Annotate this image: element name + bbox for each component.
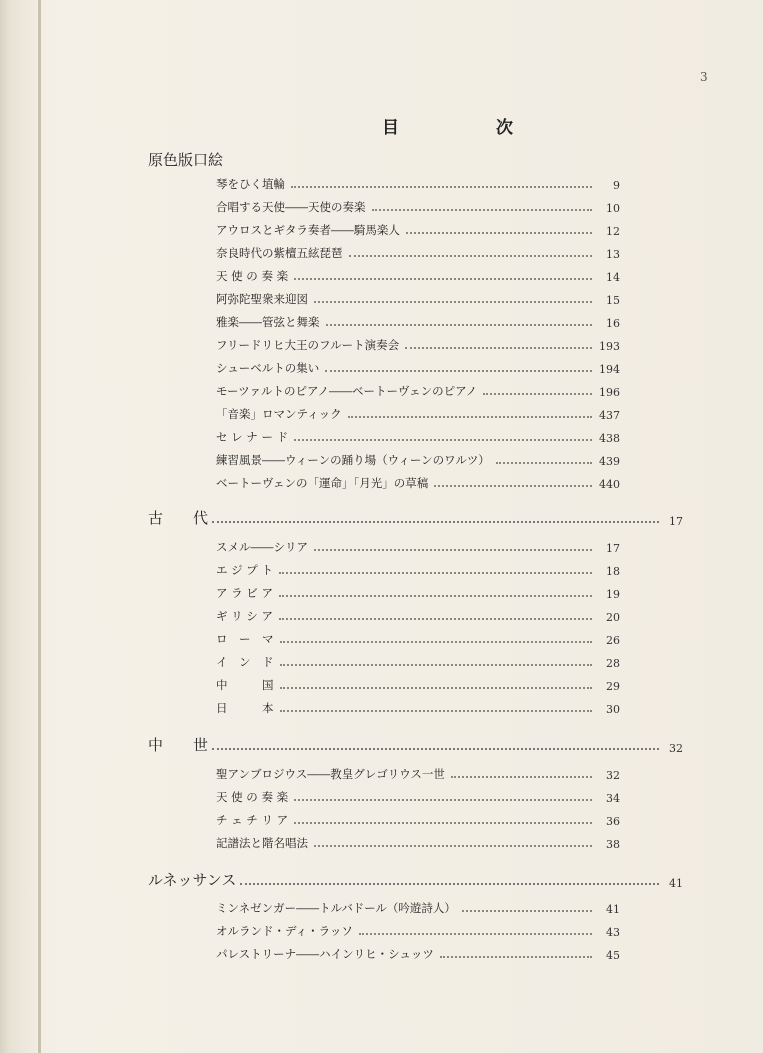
entry-title: 「音楽」ロマンティック — [216, 407, 342, 421]
entry-page: 9 — [613, 179, 620, 192]
toc-entry — [216, 356, 620, 376]
entry-page: 29 — [606, 680, 620, 693]
toc-entry — [216, 831, 620, 851]
section-heading — [148, 733, 683, 755]
toc-entry — [216, 218, 620, 238]
section-heading — [148, 148, 683, 170]
toc-entry — [216, 241, 620, 261]
entry-page: 30 — [606, 703, 620, 716]
entry-title: 雅楽――管弦と舞楽 — [216, 315, 320, 329]
entry-title: 奈良時代の紫檀五絃琵琶 — [216, 246, 343, 260]
entry-title: 琴をひく埴輪 — [216, 177, 285, 191]
section-heading — [148, 506, 683, 528]
dot-leader — [349, 255, 593, 257]
entry-page: 17 — [606, 542, 620, 555]
entry-title: イ ン ド — [216, 655, 274, 669]
page-number: 3 — [700, 70, 708, 84]
entry-page: 16 — [606, 317, 620, 330]
entry-title: 合唱する天使――天使の奏楽 — [216, 200, 366, 214]
dot-leader — [462, 910, 592, 912]
entry-title: ミンネゼンガー――トルバドール（吟遊詩人） — [216, 901, 456, 915]
toc-entry — [216, 264, 620, 284]
entry-title: オルランド・ディ・ラッソ — [216, 924, 353, 938]
entry-page: 13 — [606, 248, 620, 261]
entry-page: 43 — [606, 926, 620, 939]
dot-leader — [326, 324, 593, 326]
dot-leader — [212, 748, 659, 750]
dot-leader — [280, 687, 593, 689]
dot-leader — [314, 549, 592, 551]
entry-title: ギ リ シ ア — [216, 609, 273, 623]
entry-page: 19 — [606, 588, 620, 601]
toc-entry — [216, 195, 620, 215]
toc-entry — [216, 650, 620, 670]
toc-entry — [216, 919, 620, 939]
dot-leader — [240, 883, 659, 885]
toc-entry — [216, 696, 620, 716]
dot-leader — [291, 186, 592, 188]
dot-leader — [451, 776, 592, 778]
toc-entry — [216, 172, 620, 192]
toc-entry — [216, 287, 620, 307]
dot-leader — [279, 618, 592, 620]
entry-page: 32 — [606, 769, 620, 782]
entry-page: 45 — [606, 949, 620, 962]
entry-page: 437 — [599, 409, 620, 422]
entry-page: 14 — [606, 271, 620, 284]
dot-leader — [314, 301, 592, 303]
entry-title: 記譜法と階名唱法 — [216, 836, 308, 850]
entry-page: 196 — [599, 386, 620, 399]
dot-leader — [325, 370, 592, 372]
dot-leader — [359, 933, 592, 935]
toc-entry — [216, 604, 620, 624]
entry-title: ロ ー マ — [216, 632, 274, 646]
binding-edge — [38, 0, 41, 1053]
toc-entry — [216, 402, 620, 422]
dot-leader — [405, 347, 592, 349]
section-page: 41 — [669, 877, 683, 890]
section-title: 原色版口絵 — [148, 151, 224, 169]
entry-title: セ レ ナ ー ド — [216, 430, 289, 444]
dot-leader — [406, 232, 592, 234]
toc-entry — [216, 673, 620, 693]
entry-page: 26 — [606, 634, 620, 647]
dot-leader — [440, 956, 592, 958]
dot-leader — [279, 595, 592, 597]
toc-entry — [216, 808, 620, 828]
toc-entry — [216, 896, 620, 916]
entry-page: 20 — [606, 611, 620, 624]
dot-leader — [294, 278, 592, 280]
entry-page: 38 — [606, 838, 620, 851]
toc-entry — [216, 762, 620, 782]
dot-leader — [280, 641, 593, 643]
entry-title: フリードリヒ大王のフルート演奏会 — [216, 338, 400, 352]
entry-title: 天 使 の 奏 楽 — [216, 790, 289, 804]
entry-page: 34 — [606, 792, 620, 805]
entry-title: ア ラ ビ ア — [216, 586, 273, 600]
entry-title: 天 使 の 奏 楽 — [216, 269, 289, 283]
page-title: 目 次 — [382, 118, 553, 138]
dot-leader — [434, 485, 592, 487]
entry-page: 439 — [599, 455, 620, 468]
section-title: 中 世 — [148, 736, 209, 754]
toc-entry — [216, 448, 620, 468]
entry-title: 練習風景――ウィーンの踊り場（ウィーンのワルツ） — [216, 453, 490, 467]
entry-page: 41 — [606, 903, 620, 916]
entry-title: ベートーヴェンの「運命」「月光」の草稿 — [216, 476, 429, 490]
entry-page: 28 — [606, 657, 620, 670]
dot-leader — [280, 664, 593, 666]
section-title: ルネッサンス — [148, 871, 237, 889]
dot-leader — [314, 845, 592, 847]
section-title: 古 代 — [148, 509, 209, 527]
entry-page: 15 — [606, 294, 620, 307]
toc-entry — [216, 535, 620, 555]
toc-entry — [216, 581, 620, 601]
section-page: 17 — [669, 515, 683, 528]
entry-title: 聖アンブロジウス――教皇グレゴリウス一世 — [216, 767, 445, 781]
entry-page: 10 — [606, 202, 620, 215]
dot-leader — [483, 393, 592, 395]
toc-entry — [216, 310, 620, 330]
toc-entry — [216, 425, 620, 445]
entry-title: チ ェ チ リ ア — [216, 813, 289, 827]
dot-leader — [280, 710, 593, 712]
dot-leader — [348, 416, 592, 418]
toc-entry — [216, 379, 620, 399]
toc-entry — [216, 942, 620, 962]
entry-title: スメル――シリア — [216, 540, 308, 554]
entry-page: 18 — [606, 565, 620, 578]
entry-title: 阿弥陀聖衆来迎図 — [216, 292, 308, 306]
entry-page: 36 — [606, 815, 620, 828]
dot-leader — [279, 572, 592, 574]
section-page: 32 — [669, 742, 683, 755]
entry-title: 中 国 — [216, 678, 274, 692]
dot-leader — [294, 822, 592, 824]
dot-leader — [294, 439, 592, 441]
toc-entry — [216, 627, 620, 647]
entry-title: パレストリーナ――ハインリヒ・シュッツ — [216, 947, 434, 961]
entry-title: シューベルトの集い — [216, 361, 320, 375]
section-heading — [148, 868, 683, 890]
dot-leader — [496, 462, 592, 464]
entry-page: 193 — [599, 340, 620, 353]
entry-title: 日 本 — [216, 701, 274, 715]
toc-entry — [216, 558, 620, 578]
entry-page: 194 — [599, 363, 620, 376]
entry-title: アウロスとギタラ奏者――騎馬楽人 — [216, 223, 400, 237]
entry-page: 12 — [606, 225, 620, 238]
dot-leader — [372, 209, 593, 211]
entry-title: モーツァルトのピアノ――ベートーヴェンのピアノ — [216, 384, 478, 398]
entry-page: 440 — [599, 478, 620, 491]
toc-entry — [216, 333, 620, 353]
dot-leader — [212, 521, 659, 523]
toc-entry — [216, 785, 620, 805]
entry-page: 438 — [599, 432, 620, 445]
entry-title: エ ジ プ ト — [216, 563, 273, 577]
dot-leader — [294, 799, 592, 801]
toc-entry — [216, 471, 620, 491]
